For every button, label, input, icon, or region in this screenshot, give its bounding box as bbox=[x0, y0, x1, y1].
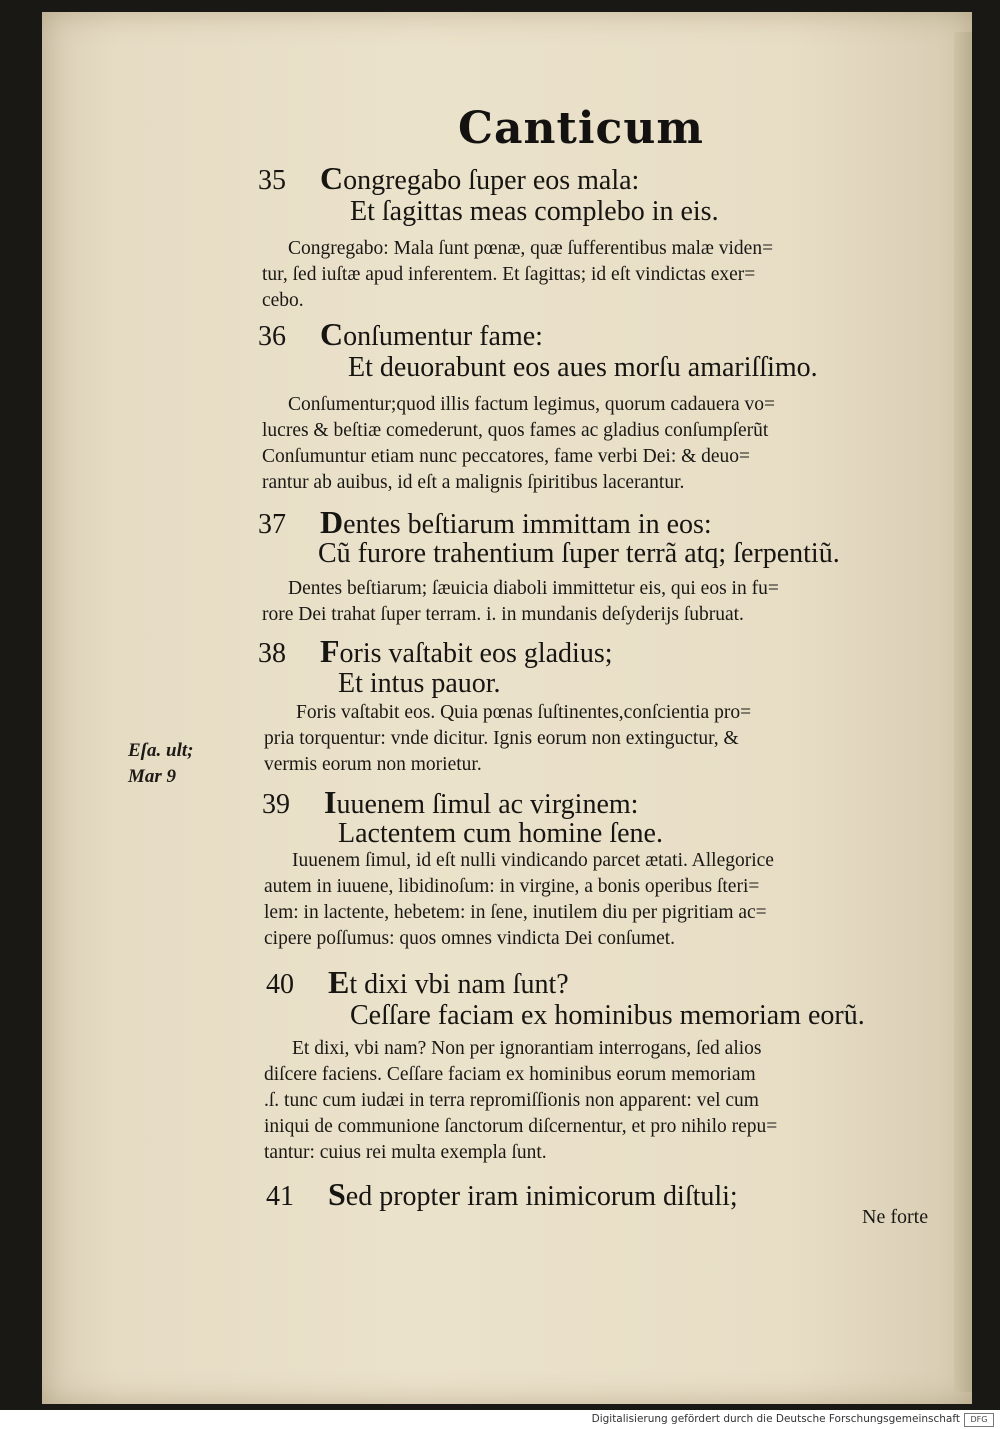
verse-initial: I bbox=[324, 784, 337, 820]
commentary-line: cebo. bbox=[262, 290, 304, 311]
footer-credit: Digitalisierung gefördert durch die Deutsche Forschungsgemeinschaft bbox=[591, 1413, 960, 1425]
verse-initial: F bbox=[320, 633, 340, 669]
running-head: Canticum bbox=[458, 103, 704, 154]
verse-text: oris vaſtabit eos gladius; bbox=[339, 638, 613, 669]
verse-line bbox=[266, 964, 569, 1001]
verse-number: 37 bbox=[258, 509, 286, 540]
verse-line bbox=[258, 316, 543, 353]
verse-second-line: Et deuorabunt eos aues morſu amariſſimo. bbox=[348, 352, 818, 383]
commentary-line: .ſ. tunc cum iudæi in terra repromiſſionis non apparent: vel cum bbox=[264, 1090, 759, 1111]
commentary-line: vermis eorum non morietur. bbox=[264, 754, 482, 775]
commentary-line: Conſumentur;quod illis factum legimus, quorum cadauera vo= bbox=[288, 394, 776, 415]
commentary-line: iniqui de communione ſanctorum diſcernentur, et pro nihilo repu= bbox=[264, 1116, 778, 1137]
verse-initial: C bbox=[320, 160, 344, 196]
verse-text: uuenem ſimul ac virginem: bbox=[336, 789, 639, 820]
commentary-line: autem in iuuene, libidinoſum: in virgine, a bonis operibus ſteri= bbox=[264, 876, 760, 897]
verse-text: onſumentur fame: bbox=[343, 321, 543, 352]
verse-text: ed propter iram inimicorum diſtuli; bbox=[345, 1181, 738, 1212]
commentary-line: lucres & beſtiæ comederunt, quos fames ac gladius conſumpſerũt bbox=[262, 420, 769, 441]
commentary-line: diſcere faciens. Ceſſare faciam ex hominibus eorum memoriam bbox=[264, 1064, 756, 1085]
verse-number: 35 bbox=[258, 165, 286, 196]
commentary-line: Iuuenem ſimul, id eſt nulli vindicando parcet ætati. Allegorice bbox=[292, 850, 774, 871]
verse-second-line: Et intus pauor. bbox=[338, 668, 501, 699]
verse-number: 40 bbox=[266, 969, 294, 1000]
commentary bbox=[264, 1036, 778, 1166]
commentary-line: Dentes beſtiarum; ſæuicia diaboli immittetur eis, qui eos in fu= bbox=[288, 578, 779, 599]
verse-text: entes beſtiarum immittam in eos: bbox=[343, 509, 712, 540]
verse-text: t dixi vbi nam ſunt? bbox=[349, 969, 569, 1000]
commentary-line: rantur ab auibus, id eſt a malignis ſpiritibus lacerantur. bbox=[262, 472, 685, 493]
verse-line bbox=[258, 160, 639, 197]
verse-initial: S bbox=[328, 1176, 346, 1212]
commentary bbox=[262, 236, 774, 314]
commentary-line: tur, ſed iuſtæ apud inferentem. Et ſagittas; id eſt vindictas exer= bbox=[262, 264, 756, 285]
verse-number: 41 bbox=[266, 1181, 294, 1212]
commentary-line: rore Dei trahat ſuper terram. i. in mundanis deſyderijs ſubruat. bbox=[262, 604, 744, 625]
verse-second-line: Lactentem cum homine ſene. bbox=[338, 818, 663, 849]
verse-number: 38 bbox=[258, 638, 286, 669]
commentary-line: Conſumuntur etiam nunc peccatores, fame verbi Dei: & deuo= bbox=[262, 446, 751, 467]
verse-second-line: Cũ furore trahentium ſuper terrã atq; ſerpentiũ. bbox=[318, 538, 840, 569]
verse-second-line: Ceſſare faciam ex hominibus memoriam eorũ. bbox=[350, 1000, 865, 1031]
margin-note-line: Mar 9 bbox=[128, 766, 177, 787]
commentary-line: lem: in lactente, hebetem: in ſene, inutilem diu per pigritiam ac= bbox=[264, 902, 767, 923]
verse-number: 36 bbox=[258, 321, 286, 352]
verse-line bbox=[266, 1176, 738, 1213]
margin-note-line: Eſa. ult; bbox=[128, 740, 194, 761]
commentary-line: Congregabo: Mala ſunt pœnæ, quæ ſufferentibus malæ viden= bbox=[288, 238, 774, 259]
verse-text: ongregabo ſuper eos mala: bbox=[343, 165, 640, 196]
verse-line bbox=[258, 633, 613, 670]
commentary bbox=[262, 576, 779, 628]
verse-line bbox=[258, 504, 712, 541]
margin-note bbox=[128, 738, 193, 790]
commentary-line: Et dixi, vbi nam? Non per ignorantiam interrogans, ſed alios bbox=[292, 1038, 762, 1059]
commentary bbox=[264, 848, 774, 952]
commentary-line: cipere poſſumus: quos omnes vindicta Dei conſumet. bbox=[264, 928, 676, 949]
verse-initial: C bbox=[320, 316, 344, 352]
verse-initial: D bbox=[320, 504, 344, 540]
verse-number: 39 bbox=[262, 789, 290, 820]
verse-line bbox=[262, 784, 638, 821]
catchword: Ne forte bbox=[862, 1206, 929, 1228]
commentary-line: tantur: cuius rei multa exempla ſunt. bbox=[264, 1142, 547, 1163]
footer-bar bbox=[0, 1410, 1000, 1429]
commentary-line: pria torquentur: vnde dicitur. Ignis eorum non extinguctur, & bbox=[264, 728, 739, 749]
commentary bbox=[264, 700, 752, 778]
verse-initial: E bbox=[328, 964, 350, 1000]
verse-second-line: Et ſagittas meas complebo in eis. bbox=[350, 196, 719, 227]
commentary-line: Foris vaſtabit eos. Quia pœnas ſuſtinentes,conſcientia pro= bbox=[296, 702, 752, 723]
commentary bbox=[262, 392, 776, 496]
dfg-logo: DFG bbox=[964, 1413, 994, 1427]
page-edge bbox=[954, 32, 972, 1392]
